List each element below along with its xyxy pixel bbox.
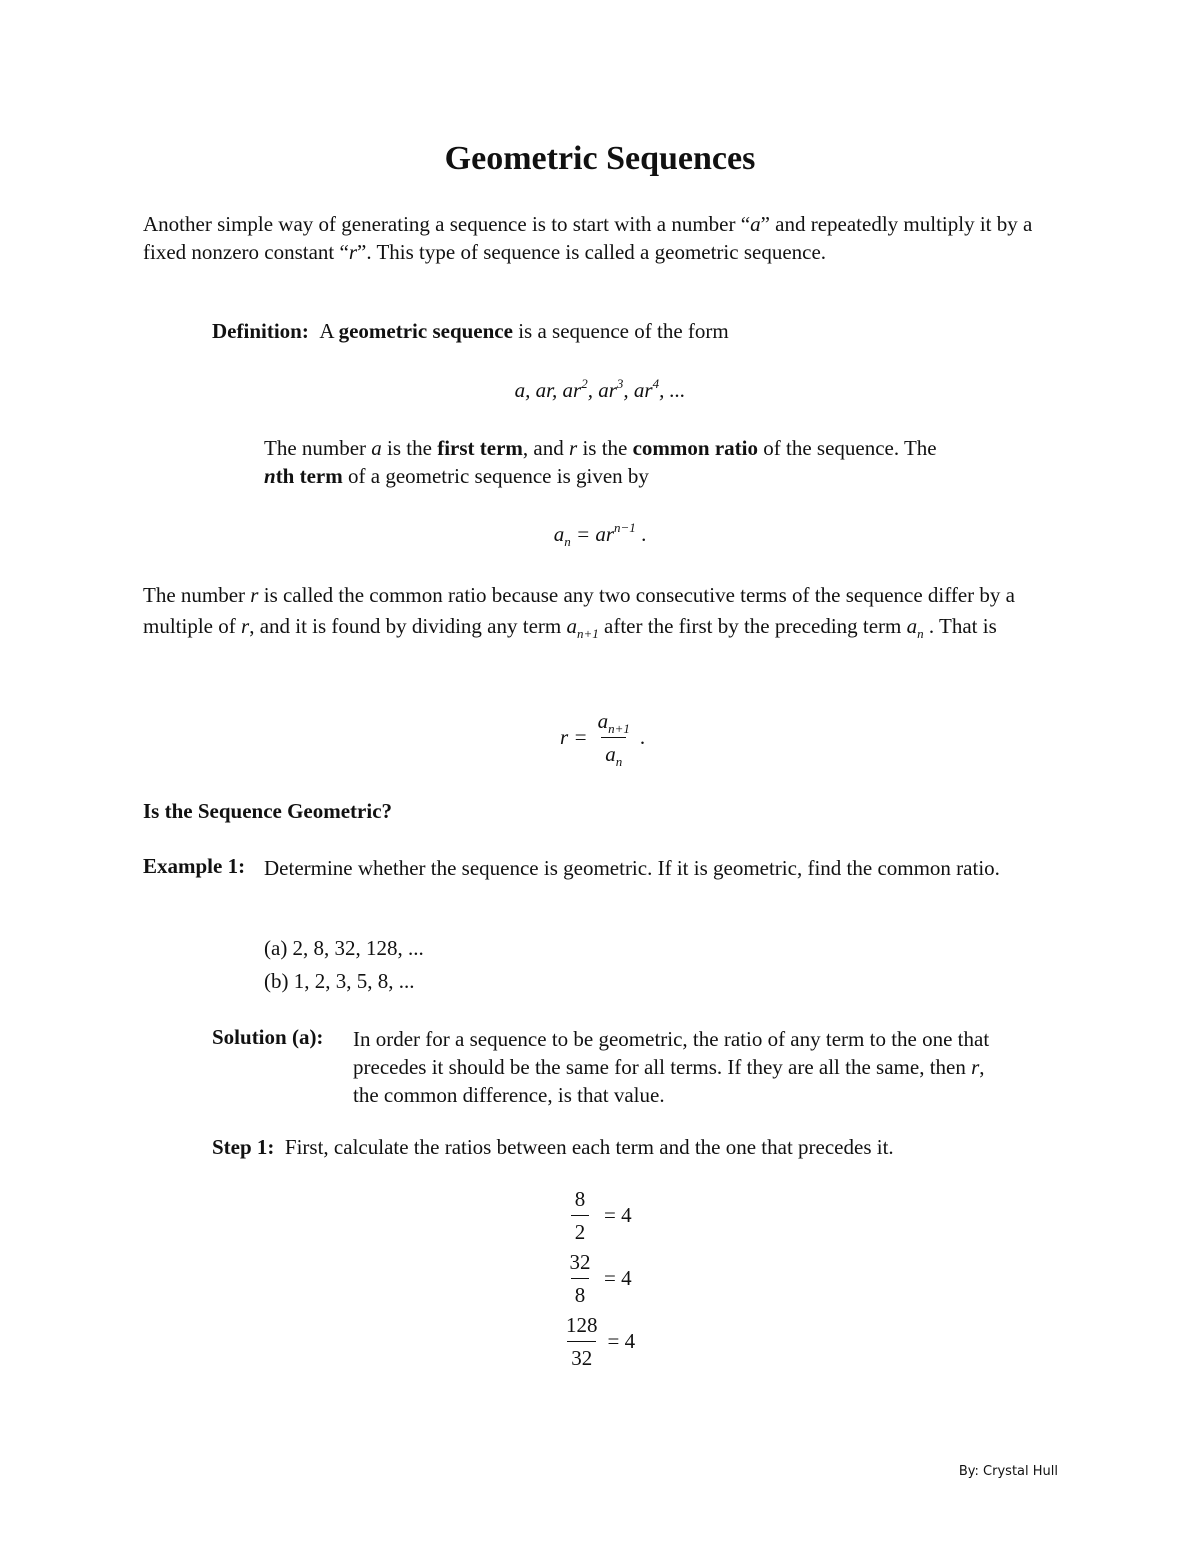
intro-var-a: a: [750, 212, 761, 236]
nth-n: n: [264, 464, 276, 488]
definition-line: [212, 319, 729, 344]
footer-author: By: Crystal Hull: [958, 1464, 1058, 1479]
ratio-text-5: . That is: [923, 614, 997, 638]
ratio-den: a: [605, 742, 616, 766]
formula-mid: = ar: [570, 522, 615, 546]
ratio-calc-3-den: 32: [567, 1341, 596, 1371]
seq-part-2: , ar: [587, 378, 617, 402]
intro-var-r: r: [348, 240, 358, 264]
solution-text: [353, 1025, 1003, 1109]
seq-part-1: a, ar, ar: [514, 378, 582, 402]
nth-term-formula: [0, 522, 1200, 547]
page-title: Geometric Sequences: [444, 140, 756, 177]
ratio-den-sub: n: [615, 754, 623, 769]
ratio-formula-lhs: r =: [560, 725, 588, 749]
solution-var-r: r: [971, 1055, 980, 1079]
intro-text-2: ” and repeatedly multiply it by a fixed nonzero constant “: [143, 212, 1033, 264]
ratio-calc-2-den: 8: [571, 1278, 590, 1308]
ratio-calc-3-result: = 4: [607, 1329, 636, 1353]
ratio-calc-3-num: 128: [566, 1313, 598, 1337]
seq-exp-4: 4: [652, 376, 660, 391]
ratio-calc-1-num: 8: [574, 1187, 586, 1211]
section-heading: Is the Sequence Geometric?: [143, 799, 393, 823]
seq-exp-2: 2: [581, 376, 588, 391]
ratio-an1-sub: n+1: [576, 626, 599, 641]
ratio-text-3: , and it is found by dividing any term: [249, 614, 567, 638]
seq-exp-3: 3: [616, 376, 624, 391]
ratio-num-sub: n+1: [608, 721, 630, 736]
example-text: Determine whether the sequence is geometric. If it is geometric, find the common ratio.: [264, 856, 1000, 880]
ratio-text-2: is called the common ratio because any two consecutive terms of the sequence differ by a multiple of: [143, 583, 1015, 638]
solution-text-1: In order for a sequence to be geometric, the ratio of any term to the one that precedes it should be the same for all terms. If they are all the same, then: [353, 1027, 990, 1079]
def-text-f: of a geometric sequence is given by: [342, 464, 649, 488]
intro-text-3: ”. This type of sequence is called a geometric sequence.: [357, 240, 827, 264]
def-var-r: r: [569, 436, 578, 460]
def-text-a: The number: [264, 436, 372, 460]
first-term-label: first term: [437, 436, 523, 460]
definition-term: geometric sequence: [338, 319, 513, 343]
definition-label: Definition:: [212, 319, 309, 343]
ratio-calc-2-result: = 4: [604, 1266, 632, 1290]
seq-part-3: , ar: [623, 378, 653, 402]
example-label: Example 1:: [143, 854, 246, 878]
intro-paragraph: [143, 210, 1063, 266]
ratio-calc-1-result: = 4: [604, 1203, 632, 1227]
def-text-d: is the: [577, 436, 633, 460]
ratio-calc-2: [562, 1249, 635, 1308]
def-text-b: is the: [381, 436, 438, 460]
ratio-paragraph: [143, 580, 1073, 642]
formula-sub: n: [564, 534, 571, 549]
common-ratio-label: common ratio: [632, 436, 758, 460]
step1-line: [212, 1135, 894, 1160]
def-text-c: , and: [522, 436, 569, 460]
ratio-an1: a: [566, 614, 577, 638]
ratio-var-r-2: r: [241, 614, 250, 638]
sequence-formula: [0, 378, 1200, 403]
seq-tail: , ...: [659, 378, 686, 402]
ratio-fraction: [594, 708, 634, 767]
solution-text-2: , the common difference, is that value.: [353, 1055, 985, 1107]
definition-text-1: A: [319, 319, 339, 343]
ratio-var-r: r: [250, 583, 259, 607]
ratio-text-1: The number: [143, 583, 251, 607]
formula-exp: n−1: [614, 520, 636, 535]
formula-lhs: a: [553, 522, 565, 546]
ratio-formula-end: .: [639, 725, 646, 749]
solution-label: Solution (a):: [212, 1025, 324, 1049]
ratio-calc-2-num: 32: [569, 1250, 591, 1274]
def-text-e: of the sequence. The: [758, 436, 937, 460]
step1-label: Step 1:: [212, 1135, 275, 1159]
ratio-calculations: [562, 1186, 635, 1371]
ratio-num: a: [597, 709, 609, 733]
formula-end: .: [635, 522, 647, 546]
step1-text: First, calculate the ratios between each term and the one that precedes it.: [284, 1135, 894, 1159]
ratio-calc-1: [562, 1186, 635, 1245]
ratio-text-4: after the first by the preceding term: [598, 614, 907, 638]
example-item-b: (b) 1, 2, 3, 5, 8, ...: [264, 969, 415, 993]
definition-text-2: is a sequence of the form: [512, 319, 729, 343]
ratio-an: a: [906, 614, 918, 638]
ratio-calc-1-den: 2: [571, 1215, 590, 1245]
intro-text-1: Another simple way of generating a sequence is to start with a number “: [143, 212, 751, 236]
ratio-an-sub: n: [917, 626, 924, 641]
ratio-formula: [560, 708, 645, 767]
example-item-a: (a) 2, 8, 32, 128, ...: [264, 936, 424, 960]
nth-term-label: th term: [275, 464, 343, 488]
ratio-calc-3: [562, 1312, 635, 1371]
definition-explanation: [264, 434, 937, 490]
def-var-a: a: [371, 436, 382, 460]
